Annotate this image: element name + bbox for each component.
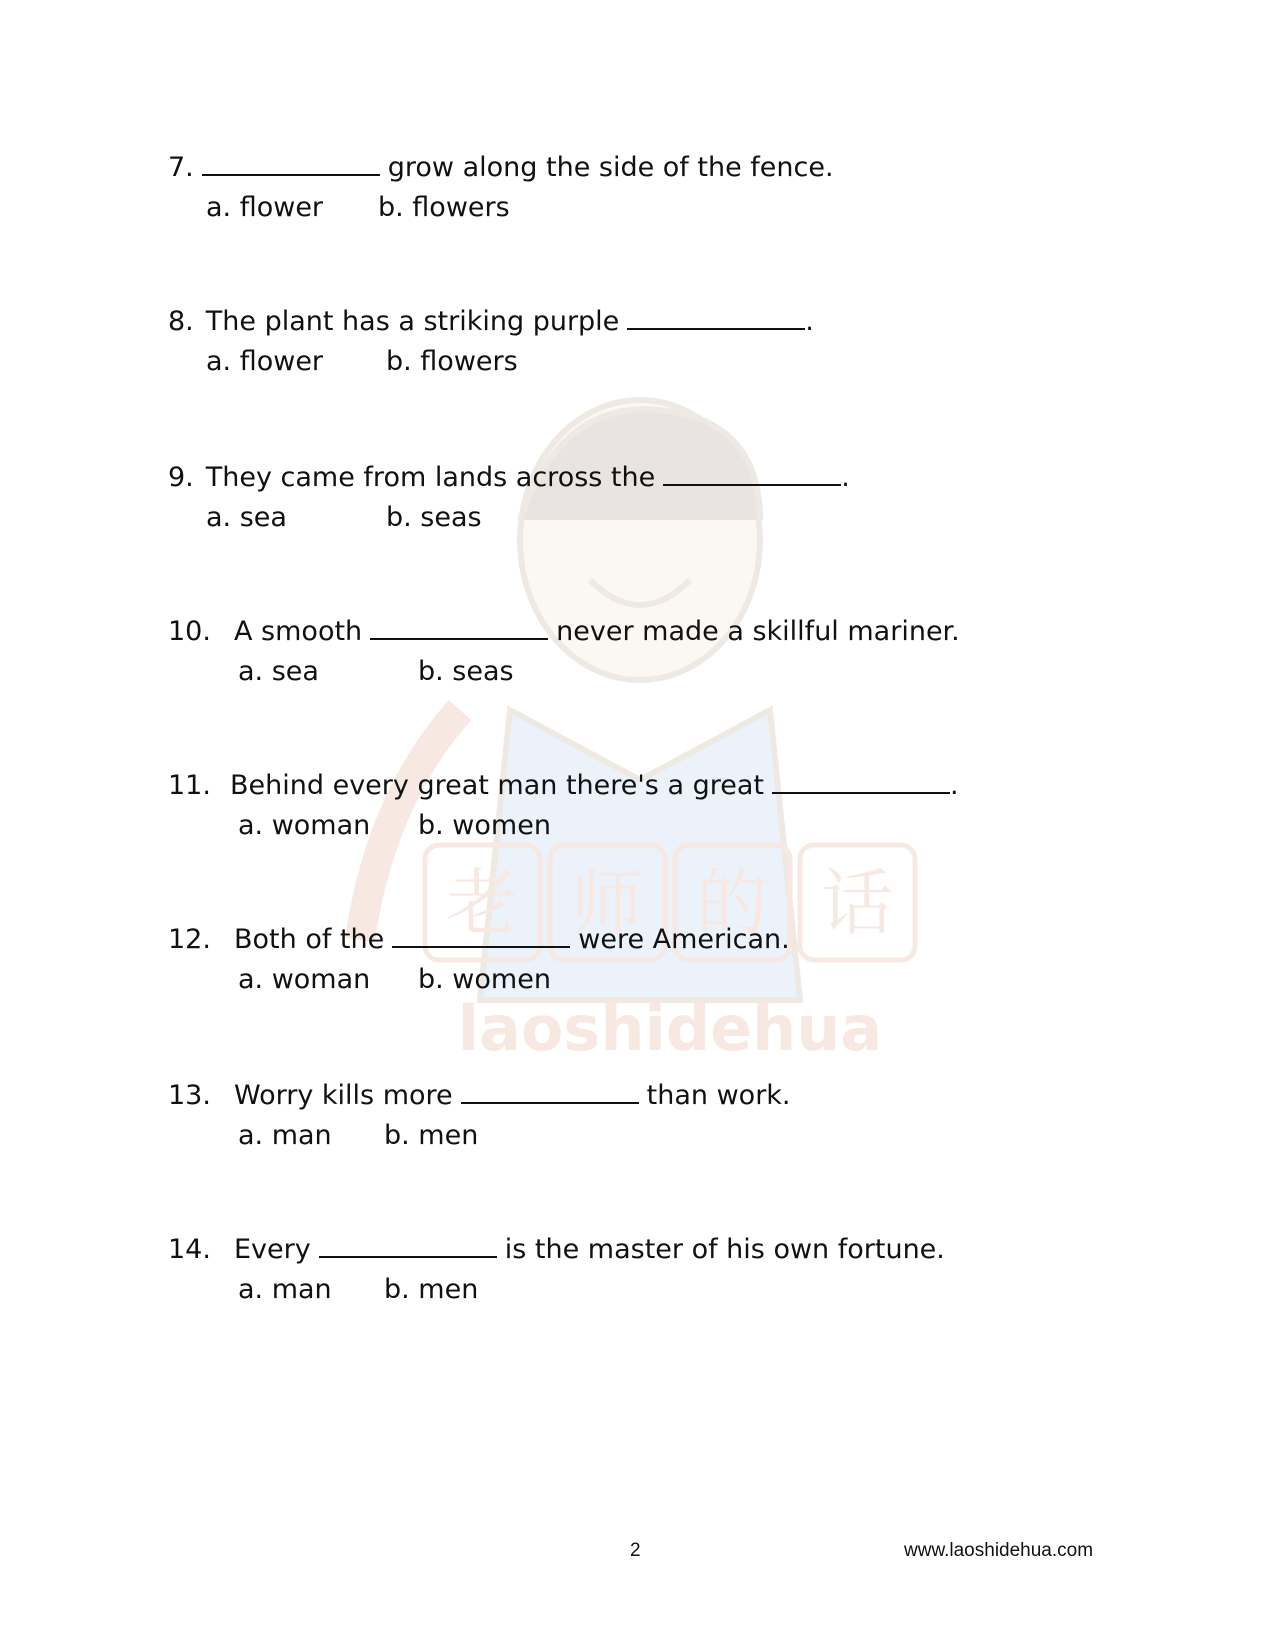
option-b[interactable]: b. women <box>418 810 551 841</box>
watermark-handle: laoshidehua <box>457 992 883 1065</box>
answer-blank[interactable] <box>370 612 548 640</box>
watermark-char: 的 <box>695 861 769 945</box>
page-number: 2 <box>630 1540 641 1561</box>
question-text-after: were American. <box>578 924 790 955</box>
question-text-after: grow along the side of the fence. <box>387 152 834 183</box>
question-text-before: The plant has a striking purple <box>205 306 620 337</box>
option-a[interactable]: a. woman <box>238 810 371 841</box>
option-b[interactable]: b. seas <box>386 502 482 533</box>
option-b[interactable]: b. women <box>418 964 551 995</box>
question-text-before: They came from lands across the <box>205 462 656 493</box>
question-number: 11. <box>168 770 211 801</box>
question-text-before: Both of the <box>234 924 385 955</box>
question-14 <box>168 1230 945 1310</box>
watermark-char: 话 <box>820 861 894 945</box>
answer-blank[interactable] <box>772 766 950 794</box>
question-text-before: Worry kills more <box>234 1080 453 1111</box>
question-number: 12. <box>168 924 211 955</box>
option-b[interactable]: b. flowers <box>378 192 510 223</box>
answer-blank[interactable] <box>663 458 841 486</box>
question-number: 13. <box>168 1080 211 1111</box>
question-number: 14. <box>168 1234 211 1265</box>
option-b[interactable]: b. flowers <box>386 346 518 377</box>
question-text-after: is the master of his own fortune. <box>504 1234 945 1265</box>
question-number: 9. <box>168 462 194 493</box>
answer-blank[interactable] <box>461 1076 639 1104</box>
question-8 <box>168 302 814 382</box>
question-10 <box>168 612 960 692</box>
watermark-char: 老 <box>445 861 519 945</box>
question-11 <box>168 766 959 846</box>
option-b[interactable]: b. seas <box>418 656 514 687</box>
option-a[interactable]: a. flower <box>206 346 324 377</box>
question-13 <box>168 1076 791 1156</box>
question-9 <box>168 458 850 538</box>
question-text-before: A smooth <box>234 616 363 647</box>
answer-blank[interactable] <box>627 302 805 330</box>
question-12 <box>168 920 790 1000</box>
question-text-before: Behind every great man there's a great <box>230 770 764 801</box>
option-a[interactable]: a. sea <box>206 502 287 533</box>
footer-url[interactable]: www.laoshidehua.com <box>904 1540 1094 1561</box>
question-text-after: than work. <box>646 1080 791 1111</box>
question-7 <box>168 148 834 228</box>
option-a[interactable]: a. flower <box>206 192 324 223</box>
option-a[interactable]: a. sea <box>238 656 319 687</box>
answer-blank[interactable] <box>319 1230 497 1258</box>
watermark-char: 师 <box>570 861 644 945</box>
option-a[interactable]: a. man <box>238 1274 332 1305</box>
question-text-after: . <box>949 770 959 801</box>
question-number: 10. <box>168 616 211 647</box>
question-text-after: never made a skillful mariner. <box>556 616 960 647</box>
question-text-before: Every <box>234 1234 311 1265</box>
option-a[interactable]: a. man <box>238 1120 332 1151</box>
question-number: 7. <box>168 152 194 183</box>
question-number: 8. <box>168 306 194 337</box>
answer-blank[interactable] <box>392 920 570 948</box>
option-a[interactable]: a. woman <box>238 964 371 995</box>
option-b[interactable]: b. men <box>384 1120 479 1151</box>
question-text-after: . <box>841 462 850 493</box>
option-b[interactable]: b. men <box>384 1274 479 1305</box>
question-text-after: . <box>805 306 814 337</box>
answer-blank[interactable] <box>202 148 380 176</box>
